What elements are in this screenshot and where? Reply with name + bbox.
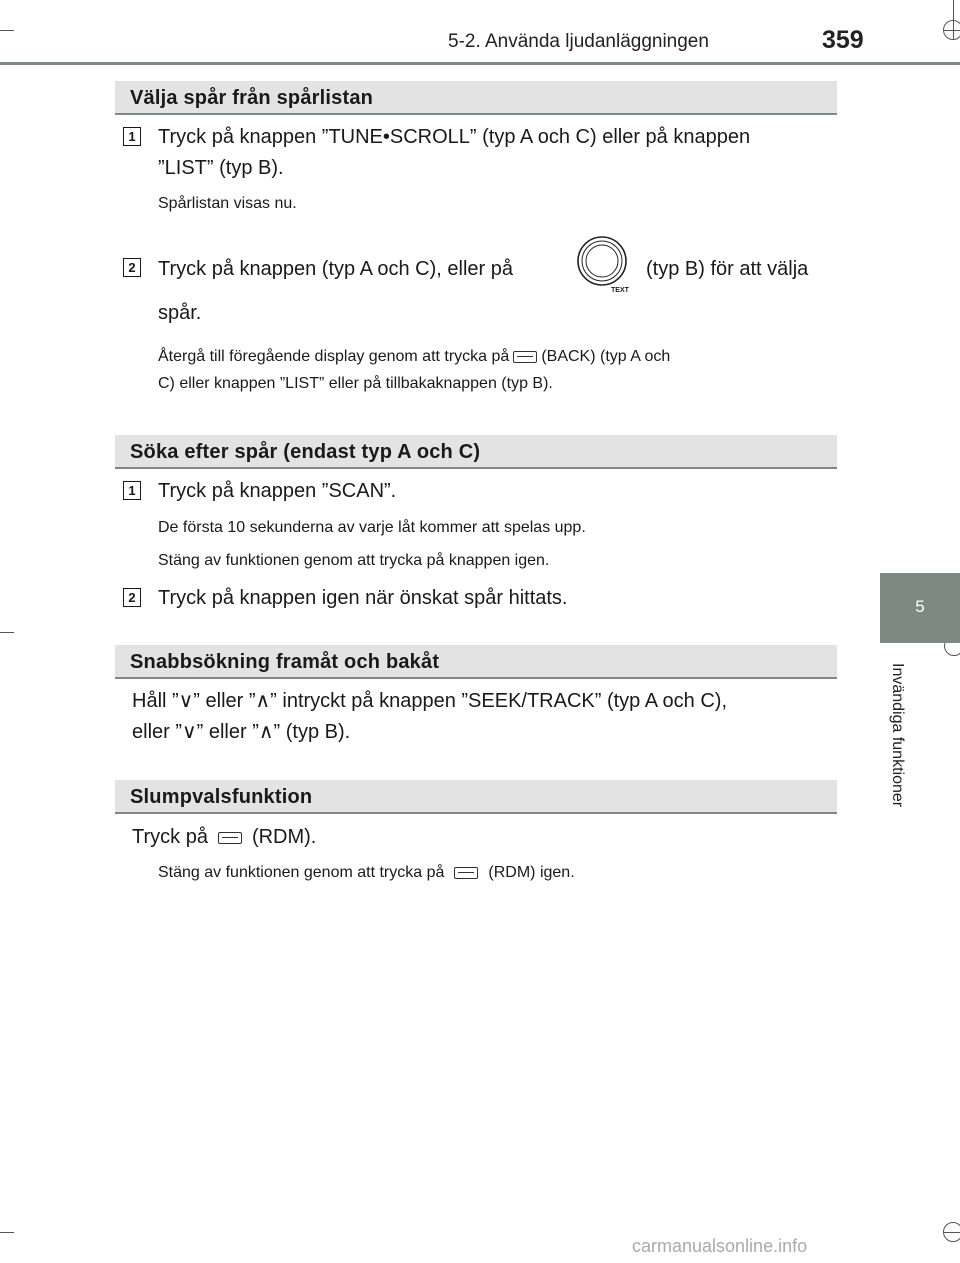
step-text <box>646 254 808 285</box>
step-note: Återgå till föregående display genom att trycka på (BACK) (typ A och C) eller knappen ”LIST” eller på tillbakaknappen (typ B). <box>158 348 671 392</box>
step-number: 1 <box>123 127 141 146</box>
registration-mark <box>943 1222 960 1242</box>
body-note: Stäng av funktionen genom att trycka på (RDM) igen. <box>158 864 575 881</box>
section-heading <box>115 645 837 679</box>
header-rule <box>0 62 960 65</box>
step-text-line: spår. <box>158 302 202 324</box>
crop-mark <box>0 1232 14 1233</box>
section-heading <box>115 81 837 115</box>
registration-mark <box>943 20 960 40</box>
step-text <box>158 122 838 184</box>
rdm-button-icon <box>454 867 478 879</box>
crop-mark <box>0 632 14 633</box>
section-heading <box>115 780 837 814</box>
step-text-line: ”LIST” (typ B). <box>158 157 284 179</box>
page-number: 359 <box>822 26 864 54</box>
step-number: 2 <box>123 258 141 277</box>
body-text: Tryck på (RDM). <box>132 826 317 848</box>
section-heading-text: Slumpvalsfunktion <box>130 786 313 808</box>
step-text-part: Tryck på knappen (typ A och C), eller på <box>158 258 513 280</box>
body-text: Håll ”∨” eller ”∧” intryckt på knappen ”SEEK/TRACK” (typ A och C), eller ”∨” eller ”∧” (typ B). <box>132 690 728 743</box>
chapter-number: 5 <box>915 597 925 616</box>
chapter-title: Invändiga funktioner <box>889 663 906 808</box>
chapter-tab <box>880 573 960 643</box>
section-title: 5-2. Använda ljudanläggningen <box>448 31 709 52</box>
crop-mark <box>0 30 14 31</box>
step-note: Stäng av funktionen genom att trycka på knappen igen. <box>158 552 550 569</box>
step-text-line: Tryck på knappen ”TUNE•SCROLL” (typ A och C) eller på knappen <box>158 126 751 148</box>
rdm-button-icon <box>218 832 242 844</box>
back-button-icon <box>513 351 537 363</box>
watermark: carmanualsonline.info <box>632 1236 808 1256</box>
section-heading <box>115 435 837 469</box>
step-text: Tryck på knappen igen när önskat spår hittats. <box>158 587 568 609</box>
step-text-part: (typ B) för att välja <box>646 258 809 280</box>
knob-label: TEXT <box>611 287 629 293</box>
step-number: 1 <box>123 481 141 500</box>
section-heading-text: Söka efter spår (endast typ A och C) <box>130 441 481 463</box>
step-text <box>158 254 513 285</box>
step-note: Spårlistan visas nu. <box>158 195 297 212</box>
step-text: Tryck på knappen ”SCAN”. <box>158 480 397 502</box>
step-number: 2 <box>123 588 141 607</box>
section-heading-text: Snabbsökning framåt och bakåt <box>130 651 440 673</box>
section-heading-text: Välja spår från spårlistan <box>130 87 374 109</box>
step-note: De första 10 sekunderna av varje låt kommer att spelas upp. <box>158 519 586 536</box>
text-knob-icon <box>575 235 633 293</box>
